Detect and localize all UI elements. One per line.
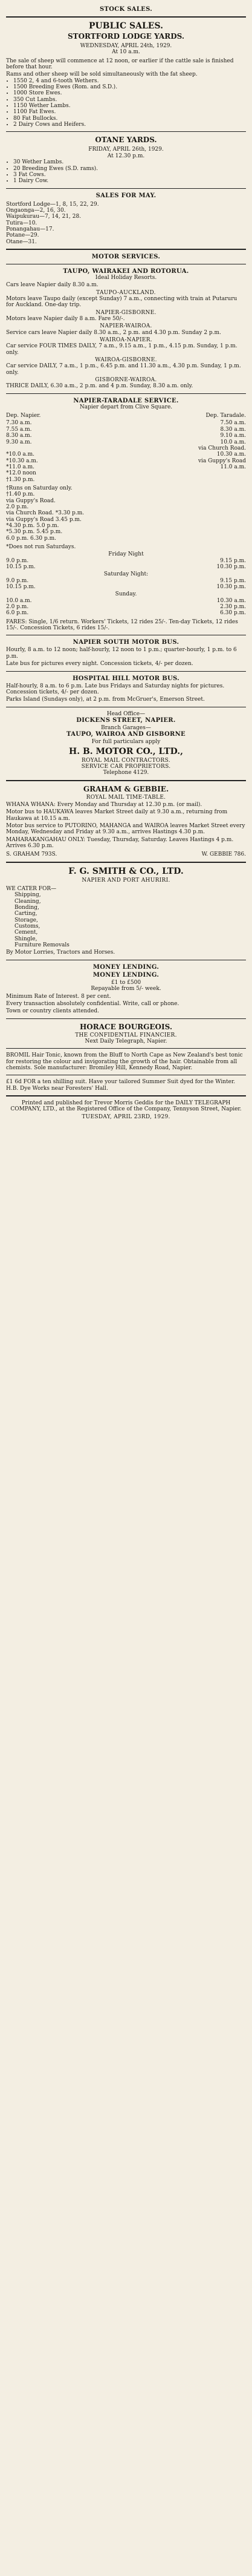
divider [6, 862, 246, 863]
taupo-auckland-title: TAUPO-AUCKLAND. [96, 289, 156, 296]
taradale-timetable [6, 420, 246, 482]
list-item: Shingle, [15, 936, 37, 942]
smith-address: NAPIER AND PORT AHURIRI. [82, 877, 170, 883]
napier-wairoa-title: NAPIER-WAIROA. [100, 323, 152, 330]
sales-for-may-title: SALES FOR MAY. [95, 192, 157, 199]
divider [6, 16, 246, 18]
table-cell: *10.30 a.m. [6, 457, 38, 464]
public-sales-paragraph-1: The sale of sheep will commence at 12 noon, or earlier if the cattle sale is finished before that hour. [6, 57, 234, 71]
note-line: *5.30 p.m. 5.45 p.m. [6, 529, 63, 536]
phone-left: S. GRAHAM 793S. [6, 851, 57, 858]
money-lending-p1: Repayable from 5/- week. [91, 986, 161, 992]
table-cell: 9.0 p.m. [6, 577, 29, 584]
taradale-col-right: Dep. Taradale. [205, 413, 246, 419]
napier-south-text-2: Late bus for pictures every night. Concession tickets, 4/- per dozen. [6, 661, 193, 667]
list-item: Customs, [15, 923, 40, 930]
money-lending-amount: £1 to £500 [111, 979, 141, 986]
graham-gebbie-title: GRAHAM & GEBBIE. [83, 784, 169, 793]
list-item: Potane—29. [6, 232, 39, 239]
table-row [6, 477, 246, 483]
hospital-hill-title: HOSPITAL HILL MOTOR BUS. [73, 675, 179, 682]
list-item: • 1150 Wether Lambs. [13, 103, 246, 109]
horace-address: Next Daily Telegraph, Napier. [85, 1038, 167, 1044]
note-line: 2.0 p.m. [6, 503, 29, 510]
wairoa-napier-title: WAIROA-NAPIER. [100, 337, 152, 344]
public-sales-paragraph-2: Rams and other sheep will be sold simultaneously with the fat sheep. [6, 71, 198, 78]
table-cell: 8.30 a.m. [220, 426, 246, 433]
table-cell: 9.15 p.m. [220, 577, 246, 584]
hb-motor-company: H. B. MOTOR CO., LTD., [68, 746, 184, 756]
table-cell: 6.30 p.m. [220, 610, 246, 617]
divider [6, 1048, 246, 1049]
list-item: Cleaning, [15, 898, 41, 905]
table-row [6, 420, 246, 426]
list-item: Otane—31. [6, 238, 37, 245]
taupo-auckland-text: Motors leave Taupo daily (except Sunday) 7 a.m., connecting with train at Putaruru for Auckland. One-day trip. [6, 295, 237, 309]
list-item: • 1500 Breeding Ewes (Rom. and S.D.). [13, 84, 246, 90]
money-lending-subtitle: MONEY LENDING. [92, 971, 160, 978]
otane-yards-title: OTANE YARDS. [95, 136, 157, 145]
table-cell [129, 470, 247, 476]
branch-garages-label: Branch Garages— [101, 724, 151, 731]
hospital-hill-text-2: Parks Island (Sundays only), at 2 p.m. from McGruer's, Emerson Street. [6, 696, 205, 703]
table-cell: 11.0 a.m. [220, 464, 246, 470]
graham-gebbie-p1: WHANA WHANA: Every Monday and Thursday at 12.30 p.m. (or mail). [6, 801, 202, 808]
taradale-title: NAPIER-TARADALE SERVICE. [73, 397, 179, 404]
divider [6, 1095, 246, 1096]
table-row [6, 578, 246, 584]
graham-gebbie-p4: MAHARAKANGAHAU ONLY: Tuesday, Thursday, Saturday. Leaves Hastings 4 p.m. Arrives 6.30 p.m. [6, 836, 234, 849]
telephone: Telephone 4129. [103, 770, 149, 776]
note-line: via Church Road. *3.30 p.m. [6, 510, 85, 517]
list-item: Bonding, [15, 905, 39, 911]
taradale-saturday-times [6, 578, 246, 591]
motor-services-title: MOTOR SERVICES. [91, 253, 161, 260]
public-sales-subtitle: STORTFORD LODGE YARDS. [67, 32, 185, 41]
taupo-title: TAUPO, WAIRAKEI AND ROTORUA. [63, 267, 189, 275]
table-cell: 10.0 a.m. [6, 597, 32, 604]
napier-south-text-1: Hourly, 8 a.m. to 12 noon; half-hourly, 12 noon to 1 p.m.; quarter-hourly, 1 p.m. to 6 p.m. [6, 647, 237, 660]
list-item: Tutira—10. [6, 220, 37, 226]
table-cell: via Guppy's Road [198, 457, 246, 464]
graham-gebbie-p2: Motor bus to HAUKAWA leaves Market Street daily at 9.30 a.m., returning from Haukawa at 10.15 a.m. [6, 809, 228, 822]
table-cell: 9.30 a.m. [6, 439, 32, 445]
taradale-notes [6, 485, 246, 542]
table-cell: *11.0 a.m. [6, 464, 35, 470]
graham-gebbie-p3: Motor bus service to PUTORINO, MAHANGA and WAIROA leaves Market Street every Monday, Wednesday and Friday at 9.30 a.m., arrives Hastings 4.30 p.m. [6, 822, 245, 836]
wairoa-napier-text: Car service FOUR TIMES DAILY, 7 a.m., 9.15 a.m., 1 p.m., 4.15 p.m. Sunday, 1 p.m. only. [6, 343, 237, 356]
note-line: 6.0 p.m. 6.30 p.m. [6, 535, 56, 542]
list-item: • 1100 Fat Ewes. [13, 109, 246, 115]
taradale-fares: FARES: Single, 1/6 return. Workers' Tickets, 12 rides 25/-. Ten-day Tickets, 12 rides 15/-. Concession Tickets, 6 rides 15/-. [6, 618, 238, 632]
table-cell: 10.30 p.m. [216, 584, 246, 591]
list-item: • 30 Wether Lambs. [13, 159, 246, 165]
hospital-hill-text-1: Half-hourly, 8 a.m. to 6 p.m. Late bus Fridays and Saturday nights for pictures. Concession tickets, 4/- per dozen. [6, 683, 225, 695]
branch-garages-places: TAUPO, WAIROA AND GISBORNE [66, 731, 186, 738]
table-cell [6, 445, 124, 451]
table-row [6, 427, 246, 433]
table-row [6, 464, 246, 470]
list-item: Ponangahau—17. [6, 226, 54, 232]
otane-list [6, 159, 246, 184]
table-cell: 7.50 a.m. [220, 420, 246, 427]
table-row [6, 564, 246, 570]
wairoa-gisborne-title: WAIROA-GISBORNE. [95, 357, 157, 364]
head-office-street: DICKENS STREET, NAPIER. [76, 716, 176, 724]
cash-ad: £1 6d FOR a ten shilling suit. Have your tailored Summer Suit dyed for the Winter. H.B. Dye Works near Foresters' Hall. [6, 1079, 236, 1092]
napier-wairoa-text: Service cars leave Napier daily 8.30 a.m., 2 p.m. and 4.30 p.m. Sunday 2 p.m. [6, 329, 221, 336]
table-cell: 10.30 a.m. [216, 597, 246, 604]
table-row [6, 458, 246, 464]
divider [6, 1018, 246, 1019]
list-item: • 2 Dairy Cows and Heifers. [13, 122, 246, 128]
table-cell: 2.30 p.m. [220, 604, 246, 611]
table-row [6, 558, 246, 564]
table-cell: *10.0 a.m. [6, 451, 35, 458]
table-row [6, 439, 246, 445]
taradale-saturday-night: Saturday Night: [103, 571, 149, 578]
table-cell: 6.0 p.m. [6, 610, 29, 617]
table-row [6, 584, 246, 590]
public-sales-date: WEDNESDAY, APRIL 24th, 1929. [80, 43, 172, 49]
money-lending-p2: Minimum Rate of Interest. 8 per cent. [6, 993, 111, 1000]
table-cell: 8.30 a.m. [6, 433, 32, 439]
footer-date: TUESDAY, APRIL 23RD, 1929. [82, 1113, 170, 1120]
horace-title: HORACE BOURGEOIS. [79, 1022, 173, 1031]
otane-time: At 12.30 p.m. [107, 152, 145, 159]
taradale-not-saturday: *Does not run Saturdays. [6, 544, 76, 550]
section-stock-sales: STOCK SALES. [99, 6, 153, 13]
list-item: • 80 Fat Bullocks. [13, 116, 246, 122]
napier-south-title: NAPIER SOUTH MOTOR BUS. [73, 639, 179, 646]
table-row [6, 451, 246, 457]
table-row [6, 445, 246, 451]
wairoa-gisborne-text: Car service DAILY, 7 a.m., 1 p.m., 6.45 p.m. and 11.30 a.m., 4.30 p.m. Sunday, 1 p.m. only. [6, 363, 241, 376]
list-item: Cement, [15, 929, 38, 936]
list-item: • 20 Breeding Ewes (S.D. rams). [13, 166, 246, 172]
table-cell: 10.30 p.m. [216, 564, 246, 571]
taradale-sunday: Sunday. [115, 591, 137, 598]
table-cell: 9.0 p.m. [6, 557, 29, 564]
table-cell: 7.30 a.m. [6, 420, 32, 427]
list-item: Carting, [15, 911, 37, 917]
taupo-p1: Cars leave Napier daily 8.30 a.m. [6, 282, 99, 289]
divider [6, 249, 246, 250]
gisborne-wairoa-text: THRICE DAILY, 6.30 a.m., 2 p.m. and 4 p.m. Sunday, 8.30 a.m. only. [6, 383, 193, 390]
divider [6, 131, 246, 132]
taradale-friday-times [6, 558, 246, 571]
taradale-col-left: Dep. Napier. [6, 413, 41, 419]
note-line: †Runs on Saturday only. [6, 485, 73, 491]
head-office-label: Head Office— [106, 710, 146, 717]
smith-note: By Motor Lorries, Tractors and Horses. [6, 949, 115, 956]
table-cell: 2.0 p.m. [6, 604, 29, 611]
table-row [6, 604, 246, 610]
napier-gisborne-text: Motors leave Napier daily 8 a.m. Fare 50/-. [6, 316, 125, 322]
table-cell: via Church Road. [198, 445, 246, 451]
divider [6, 671, 246, 672]
list-item: Stortford Lodge—1, 8, 15, 22, 29. [6, 201, 99, 208]
public-sales-title: PUBLIC SALES. [89, 21, 163, 31]
taradale-header-row [6, 413, 246, 419]
list-item: • 1000 Store Ewes. [13, 90, 246, 96]
sales-for-may-list [6, 202, 246, 245]
table-cell: 10.30 a.m. [216, 451, 246, 458]
list-item: • 3 Fat Cows. [13, 172, 246, 178]
horace-subtitle: THE CONFIDENTIAL FINANCIER. [75, 1032, 177, 1038]
napier-gisborne-title: NAPIER-GISBORNE. [95, 309, 157, 316]
divider [6, 780, 246, 781]
table-cell: *12.0 noon [6, 470, 36, 477]
note-line: via Guppy's Road. [6, 497, 56, 504]
table-cell: 9.10 a.m. [220, 433, 246, 439]
table-cell: †1.30 p.m. [6, 476, 35, 483]
gisborne-wairoa-title: GISBORNE-WAIROA. [95, 377, 157, 384]
table-cell: 10.15 p.m. [6, 564, 36, 571]
graham-gebbie-subtitle: ROYAL MAIL TIME-TABLE. [86, 794, 166, 801]
bromil-ad: BROMIL Hair Tonic, known from the Bluff to North Cape as New Zealand's best tonic for restoring the colour and invigorating the growth of the hair. Obtainable from all chemists. Sole manufacturer: Bromiley Hill, Kennedy Road, Napier. [6, 1052, 243, 1071]
public-sales-time: At 10 a.m. [112, 49, 140, 56]
smith-title: F. G. SMITH & CO., LTD. [68, 866, 184, 876]
list-item: • 350 Cut Lambs. [13, 97, 246, 103]
public-sales-list [6, 78, 246, 128]
smith-services-list [6, 892, 246, 948]
list-item: • 1 Dairy Cow. [13, 178, 246, 184]
taupo-subtitle: Ideal Holiday Resorts. [95, 274, 157, 281]
table-cell [129, 477, 247, 483]
graham-gebbie-phones [6, 851, 246, 857]
divider [6, 188, 246, 189]
table-cell: 10.0 a.m. [220, 439, 246, 445]
divider [6, 393, 246, 394]
table-row [6, 470, 246, 476]
list-item: Storage, [15, 917, 38, 923]
table-row [6, 598, 246, 604]
taradale-friday-night: Friday Night [108, 551, 144, 558]
phone-right: W. GEBBIE 786. [201, 851, 246, 858]
list-item: Furniture Removals [15, 942, 69, 949]
list-item: Ongaonga—2, 16, 30. [6, 207, 66, 214]
table-cell: 9.15 p.m. [220, 557, 246, 564]
table-cell: 7.55 a.m. [6, 426, 32, 433]
table-row [6, 610, 246, 616]
royal-mail-contractors: ROYAL MAIL CONTRACTORS. [82, 757, 170, 764]
list-item: Shipping, [15, 892, 41, 899]
list-item: Waipukurau—7, 14, 21, 28. [6, 214, 82, 220]
taradale-subtitle: Napier depart from Clive Square. [79, 404, 173, 410]
note-line: *4.30 p.m. 5.0 p.m. [6, 522, 59, 529]
footer-text: Printed and published for Trevor Morris Geddis for the DAILY TELEGRAPH COMPANY, LTD., at the Registered Office of the Company, Tennyson Street, Napier. [10, 1100, 242, 1113]
otane-date: FRIDAY, APRIL 26th, 1929. [88, 146, 164, 153]
money-lending-p4: Town or country clients attended. [6, 1008, 100, 1015]
money-lending-title: MONEY LENDING. [92, 963, 160, 971]
table-row [6, 433, 246, 439]
note-line: via Guppy's Road 3.45 p.m. [6, 516, 82, 523]
list-item: • 1550 2, 4 and 6-tooth Wethers. [13, 78, 246, 84]
note-line: †1.40 p.m. [6, 491, 35, 498]
money-lending-p3: Every transaction absolutely confidential. Write, call or phone. [6, 1000, 179, 1007]
apply-line: For full particulars apply [91, 739, 161, 746]
smith-cater-label: WE CATER FOR— [6, 886, 57, 893]
table-cell: 10.15 p.m. [6, 584, 36, 591]
taradale-sunday-times [6, 598, 246, 617]
service-car-proprietors: SERVICE CAR PROPRIETORS. [81, 763, 171, 770]
